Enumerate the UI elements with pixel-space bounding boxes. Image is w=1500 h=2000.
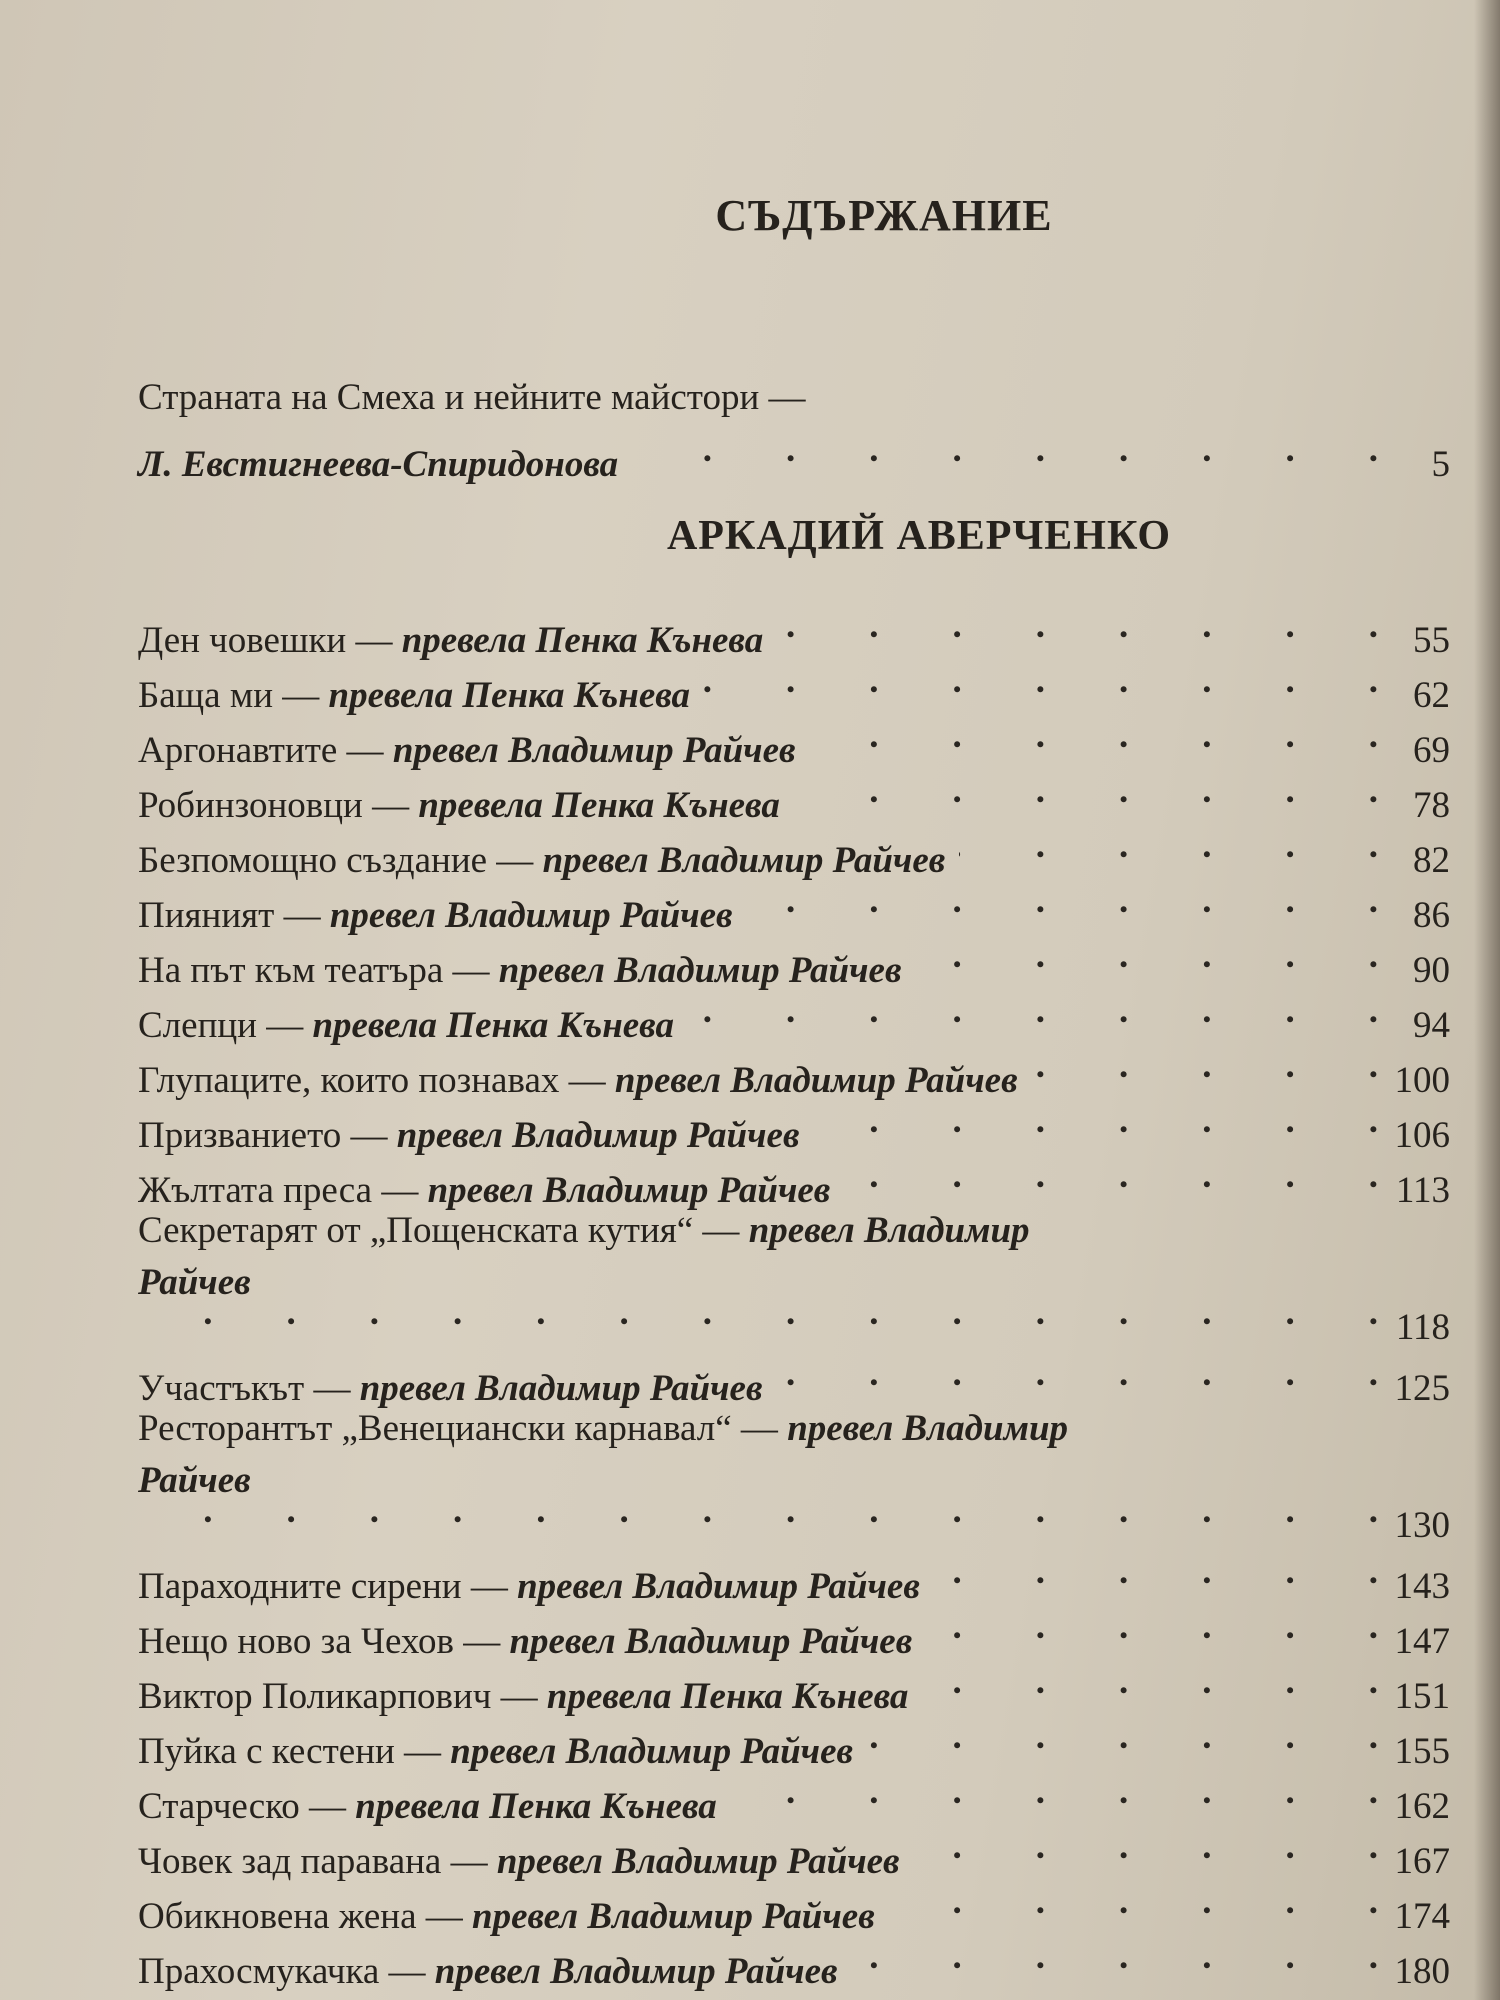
- entry-translator: превел Владимир Райчев: [542, 840, 946, 881]
- page-number: 125: [1394, 1368, 1450, 1409]
- entry-title: Аргонавтите —: [138, 730, 384, 771]
- entry-translator: превела Пенка Кънева: [328, 675, 691, 716]
- entry-title: Старческо —: [138, 1786, 347, 1827]
- dot-leader: [152, 1287, 1378, 1339]
- entry-translator: превел Владимир Райчев: [509, 1621, 913, 1662]
- entry-translator: превел Владимир Райчев: [434, 1951, 838, 1992]
- dot-leader: [777, 600, 1378, 652]
- dot-leader: [922, 1656, 1378, 1708]
- page-number: 130: [1394, 1505, 1450, 1546]
- dot-leader: [794, 765, 1378, 817]
- page-number: 113: [1395, 1170, 1450, 1211]
- toc-entry: [138, 1403, 1450, 1552]
- entry-translator: превел Владимир Райчев: [517, 1566, 920, 1607]
- entry-title: Ден човешки —: [138, 620, 393, 661]
- entry-title: Нещо ново за Чехов —: [138, 1621, 501, 1662]
- toc-entry: [138, 1205, 1450, 1354]
- entry-title: Слепци —: [138, 1005, 304, 1046]
- toc-page: [138, 0, 1450, 2000]
- entry-title: Секретарят от „Пощенската кутия“ —: [138, 1210, 740, 1251]
- entry-translator: превела Пенка Кънева: [546, 1676, 909, 1717]
- dot-leader: [959, 820, 1378, 872]
- entry-title: Пияният —: [138, 895, 321, 936]
- entry-translator: превел Владимир Райчев: [450, 1731, 854, 1772]
- page-number: 167: [1394, 1841, 1450, 1882]
- dot-leader: [814, 1095, 1379, 1147]
- dot-leader: [867, 1711, 1378, 1763]
- entry-title: Виктор Поликарпович —: [138, 1676, 538, 1717]
- page-number: 62: [1413, 675, 1450, 716]
- intro-entry: [138, 372, 1450, 491]
- intro-title: Страната на Смеха и нейните майстори —: [138, 377, 806, 418]
- entry-title: Жълтата преса —: [138, 1170, 419, 1211]
- entry-title: Участъкът —: [138, 1368, 351, 1409]
- intro-author: Л. Евстигнеева-Спиридонова: [138, 444, 619, 485]
- page-number: 86: [1413, 895, 1450, 936]
- page-number: 143: [1394, 1566, 1450, 1607]
- dot-leader: [844, 1150, 1378, 1202]
- page-number: 82: [1413, 840, 1450, 881]
- entry-translator: превела Пенка Кънева: [312, 1005, 674, 1046]
- page-number: 155: [1394, 1731, 1450, 1772]
- dot-leader: [1032, 1040, 1378, 1092]
- entry-translator: превела Пенка Кънева: [401, 620, 764, 661]
- entry-title: Глупаците, които познавах —: [138, 1060, 606, 1101]
- entry-translator: превел Владимир: [787, 1408, 1069, 1449]
- entry-title: Робинзоновци —: [138, 785, 410, 826]
- entry-translator: превел Владимир Райчев: [392, 730, 796, 771]
- page-number: 55: [1413, 620, 1450, 661]
- entry-translator-continued: Райчев: [138, 1262, 251, 1303]
- page-number: 5: [1431, 444, 1450, 485]
- page-number: 100: [1394, 1060, 1450, 1101]
- page-number: 69: [1413, 730, 1450, 771]
- entry-title: Ресторантът „Венециански карнавал“ —: [138, 1408, 778, 1449]
- entry-title: Безпомощно създание —: [138, 840, 534, 881]
- entry-title: Призванието —: [138, 1115, 388, 1156]
- entry-title: На път към театъра —: [138, 950, 490, 991]
- dot-leader: [926, 1601, 1378, 1653]
- dot-leader: [914, 1821, 1378, 1873]
- entry-translator: превел Владимир Райчев: [329, 895, 733, 936]
- dot-leader: [731, 1766, 1378, 1818]
- dot-leader: [704, 655, 1378, 707]
- entry-title: Баща ми —: [138, 675, 320, 716]
- entry-title: Прахосмукачка —: [138, 1951, 426, 1992]
- dot-leader: [688, 985, 1378, 1037]
- dot-leader: [632, 424, 1378, 476]
- dot-leader: [852, 1931, 1378, 1983]
- entry-translator-continued: Райчев: [138, 1460, 251, 1501]
- dot-leader: [934, 1546, 1378, 1598]
- entry-translator: превел Владимир Райчев: [472, 1896, 875, 1937]
- dot-leader: [776, 1348, 1378, 1400]
- entry-title: Пуйка с кестени —: [138, 1731, 442, 1772]
- page-number: 180: [1394, 1951, 1450, 1992]
- page-number: 162: [1394, 1786, 1450, 1827]
- entry-translator: превел Владимир Райчев: [614, 1060, 1018, 1101]
- entry-translator: превел Владимир Райчев: [498, 950, 902, 991]
- entry-translator: превел Владимир Райчев: [496, 1841, 900, 1882]
- section-author-heading: АРКАДИЙ АВЕРЧЕНКО: [666, 513, 1172, 559]
- page-number: 118: [1395, 1307, 1450, 1348]
- dot-leader: [747, 875, 1378, 927]
- toc-entry: [138, 1931, 1450, 1998]
- dot-leader: [152, 1485, 1378, 1537]
- entry-translator: превел Владимир: [748, 1210, 1030, 1251]
- page-number: 94: [1413, 1005, 1450, 1046]
- entry-translator: превел Владимир Райчев: [359, 1368, 763, 1409]
- page-number: 78: [1413, 785, 1450, 826]
- entry-translator: превел Владимир Райчев: [427, 1170, 831, 1211]
- dot-leader: [889, 1876, 1378, 1928]
- page-title: СЪДЪРЖАНИЕ: [715, 191, 1053, 240]
- page-number: 90: [1413, 950, 1450, 991]
- dot-leader: [916, 930, 1379, 982]
- page-number: 106: [1394, 1115, 1450, 1156]
- page-edge-shadow: [1474, 0, 1500, 2000]
- entry-translator: превела Пенка Кънева: [418, 785, 780, 826]
- dot-leader: [810, 710, 1378, 762]
- entry-translator: превела Пенка Кънева: [355, 1786, 717, 1827]
- entry-translator: превел Владимир Райчев: [396, 1115, 800, 1156]
- page-number: 174: [1394, 1896, 1450, 1937]
- entry-title: Параходните сирени —: [138, 1566, 508, 1607]
- entry-title: Обикновена жена —: [138, 1896, 463, 1937]
- page-number: 147: [1394, 1621, 1450, 1662]
- page-number: 151: [1394, 1676, 1450, 1717]
- entry-title: Човек зад паравана —: [138, 1841, 488, 1882]
